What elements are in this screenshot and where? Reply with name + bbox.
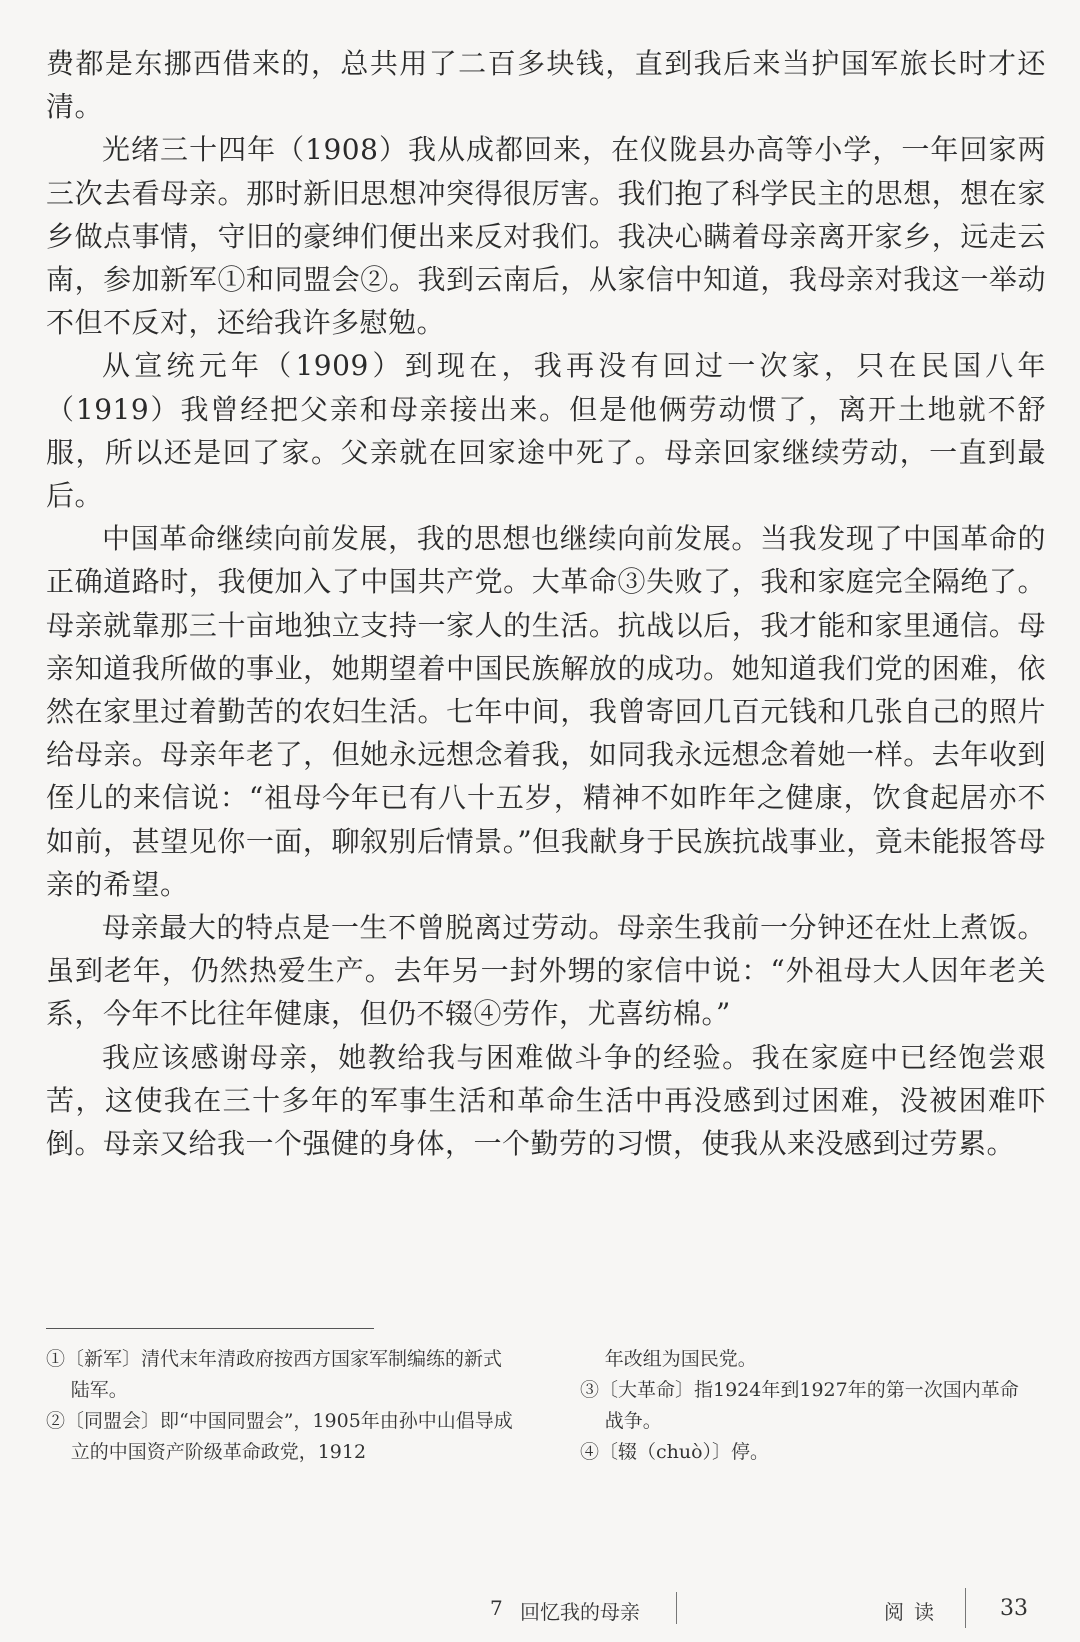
section-label: 阅读 bbox=[884, 1600, 944, 1624]
paragraph-2: 光绪三十四年（1908）我从成都回来，在仪陇县办高等小学，一年回家两三次去看母亲。那时新旧思想冲突得很厉害。我们抱了科学民主的思想，想在家乡做点事情，守旧的豪绅们便出来反对我们。我决心瞒着母亲离开家乡，远走云南，参加新军①和同盟会②。我到云南后，从家信中知道，我母亲对我这一举动不但不反对，还给我许多慰勉。 bbox=[46, 133, 1046, 340]
paragraph-5: 母亲最大的特点是一生不曾脱离过劳动。母亲生我前一分钟还在灶上煮饭。虽到老年，仍然热爱生产。去年另一封外甥的家信中说：“外祖母大人因年老关系，今年不比往年健康，但仍不辍④劳作，尤喜纺棉。” bbox=[46, 911, 1046, 1031]
footnote-2-continued: 年改组为国民党。 bbox=[604, 1348, 757, 1370]
footnotes-right-column bbox=[580, 1344, 1020, 1468]
footnotes-left-column bbox=[46, 1344, 516, 1468]
page-footer bbox=[0, 1596, 1080, 1632]
lesson-title: 回忆我的母亲 bbox=[520, 1600, 640, 1624]
footnote-2: ②〔同盟会〕即“中国同盟会”，1905年由孙中山倡导成立的中国资产阶级革命政党，1912 bbox=[46, 1410, 513, 1463]
page-number: 33 bbox=[1000, 1596, 1028, 1621]
paragraph-6: 我应该感谢母亲，她教给我与困难做斗争的经验。我在家庭中已经饱尝艰苦，这使我在三十多年的军事生活和革命生活中再没感到过困难，没被困难吓倒。母亲又给我一个强健的身体，一个勤劳的习惯，使我从来没感到过劳累。 bbox=[46, 1040, 1046, 1161]
footnote-4: ④〔辍（chuò）〕停。 bbox=[580, 1441, 770, 1463]
main-text bbox=[46, 42, 1046, 1165]
footnote-1: ①〔新军〕清代末年清政府按西方国家军制编练的新式陆军。 bbox=[46, 1348, 503, 1401]
paragraph-3: 从宣统元年（1909）到现在，我再没有回过一次家，只在民国八年（1919）我曾经把父亲和母亲接出来。但是他俩劳动惯了，离开土地就不舒服，所以还是回了家。父亲就在回家途中死了。母亲回家继续劳动，一直到最后。 bbox=[46, 349, 1046, 513]
footer-divider bbox=[965, 1588, 966, 1628]
footnote-divider bbox=[46, 1328, 374, 1329]
paragraph-1: 费都是东挪西借来的，总共用了二百多块钱，直到我后来当护国军旅长时才还清。 bbox=[46, 47, 1046, 124]
footer-divider bbox=[676, 1592, 677, 1624]
paragraph-4: 中国革命继续向前发展，我的思想也继续向前发展。当我发现了中国革命的正确道路时，我便加入了中国共产党。大革命③失败了，我和家庭完全隔绝了。母亲就靠那三十亩地独立支持一家人的生活。抗战以后，我才能和家里通信。母亲知道我所做的事业，她期望着中国民族解放的成功。她知道我们党的困难，依然在家里过着勤苦的农妇生活。七年中间，我曾寄回几百元钱和几张自己的照片给母亲。母亲年老了，但她永远想念着我，如同我永远想念着她一样。去年收到侄儿的来信说：“祖母今年已有八十五岁，精神不如昨年之健康，饮食起居亦不如前，甚望见你一面，聊叙别后情景。”但我献身于民族抗战事业，竟未能报答母亲的希望。 bbox=[46, 522, 1046, 901]
footnote-3: ③〔大革命〕指1924年到1927年的第一次国内革命战争。 bbox=[580, 1379, 1019, 1432]
lesson-number: 7 bbox=[490, 1596, 503, 1620]
